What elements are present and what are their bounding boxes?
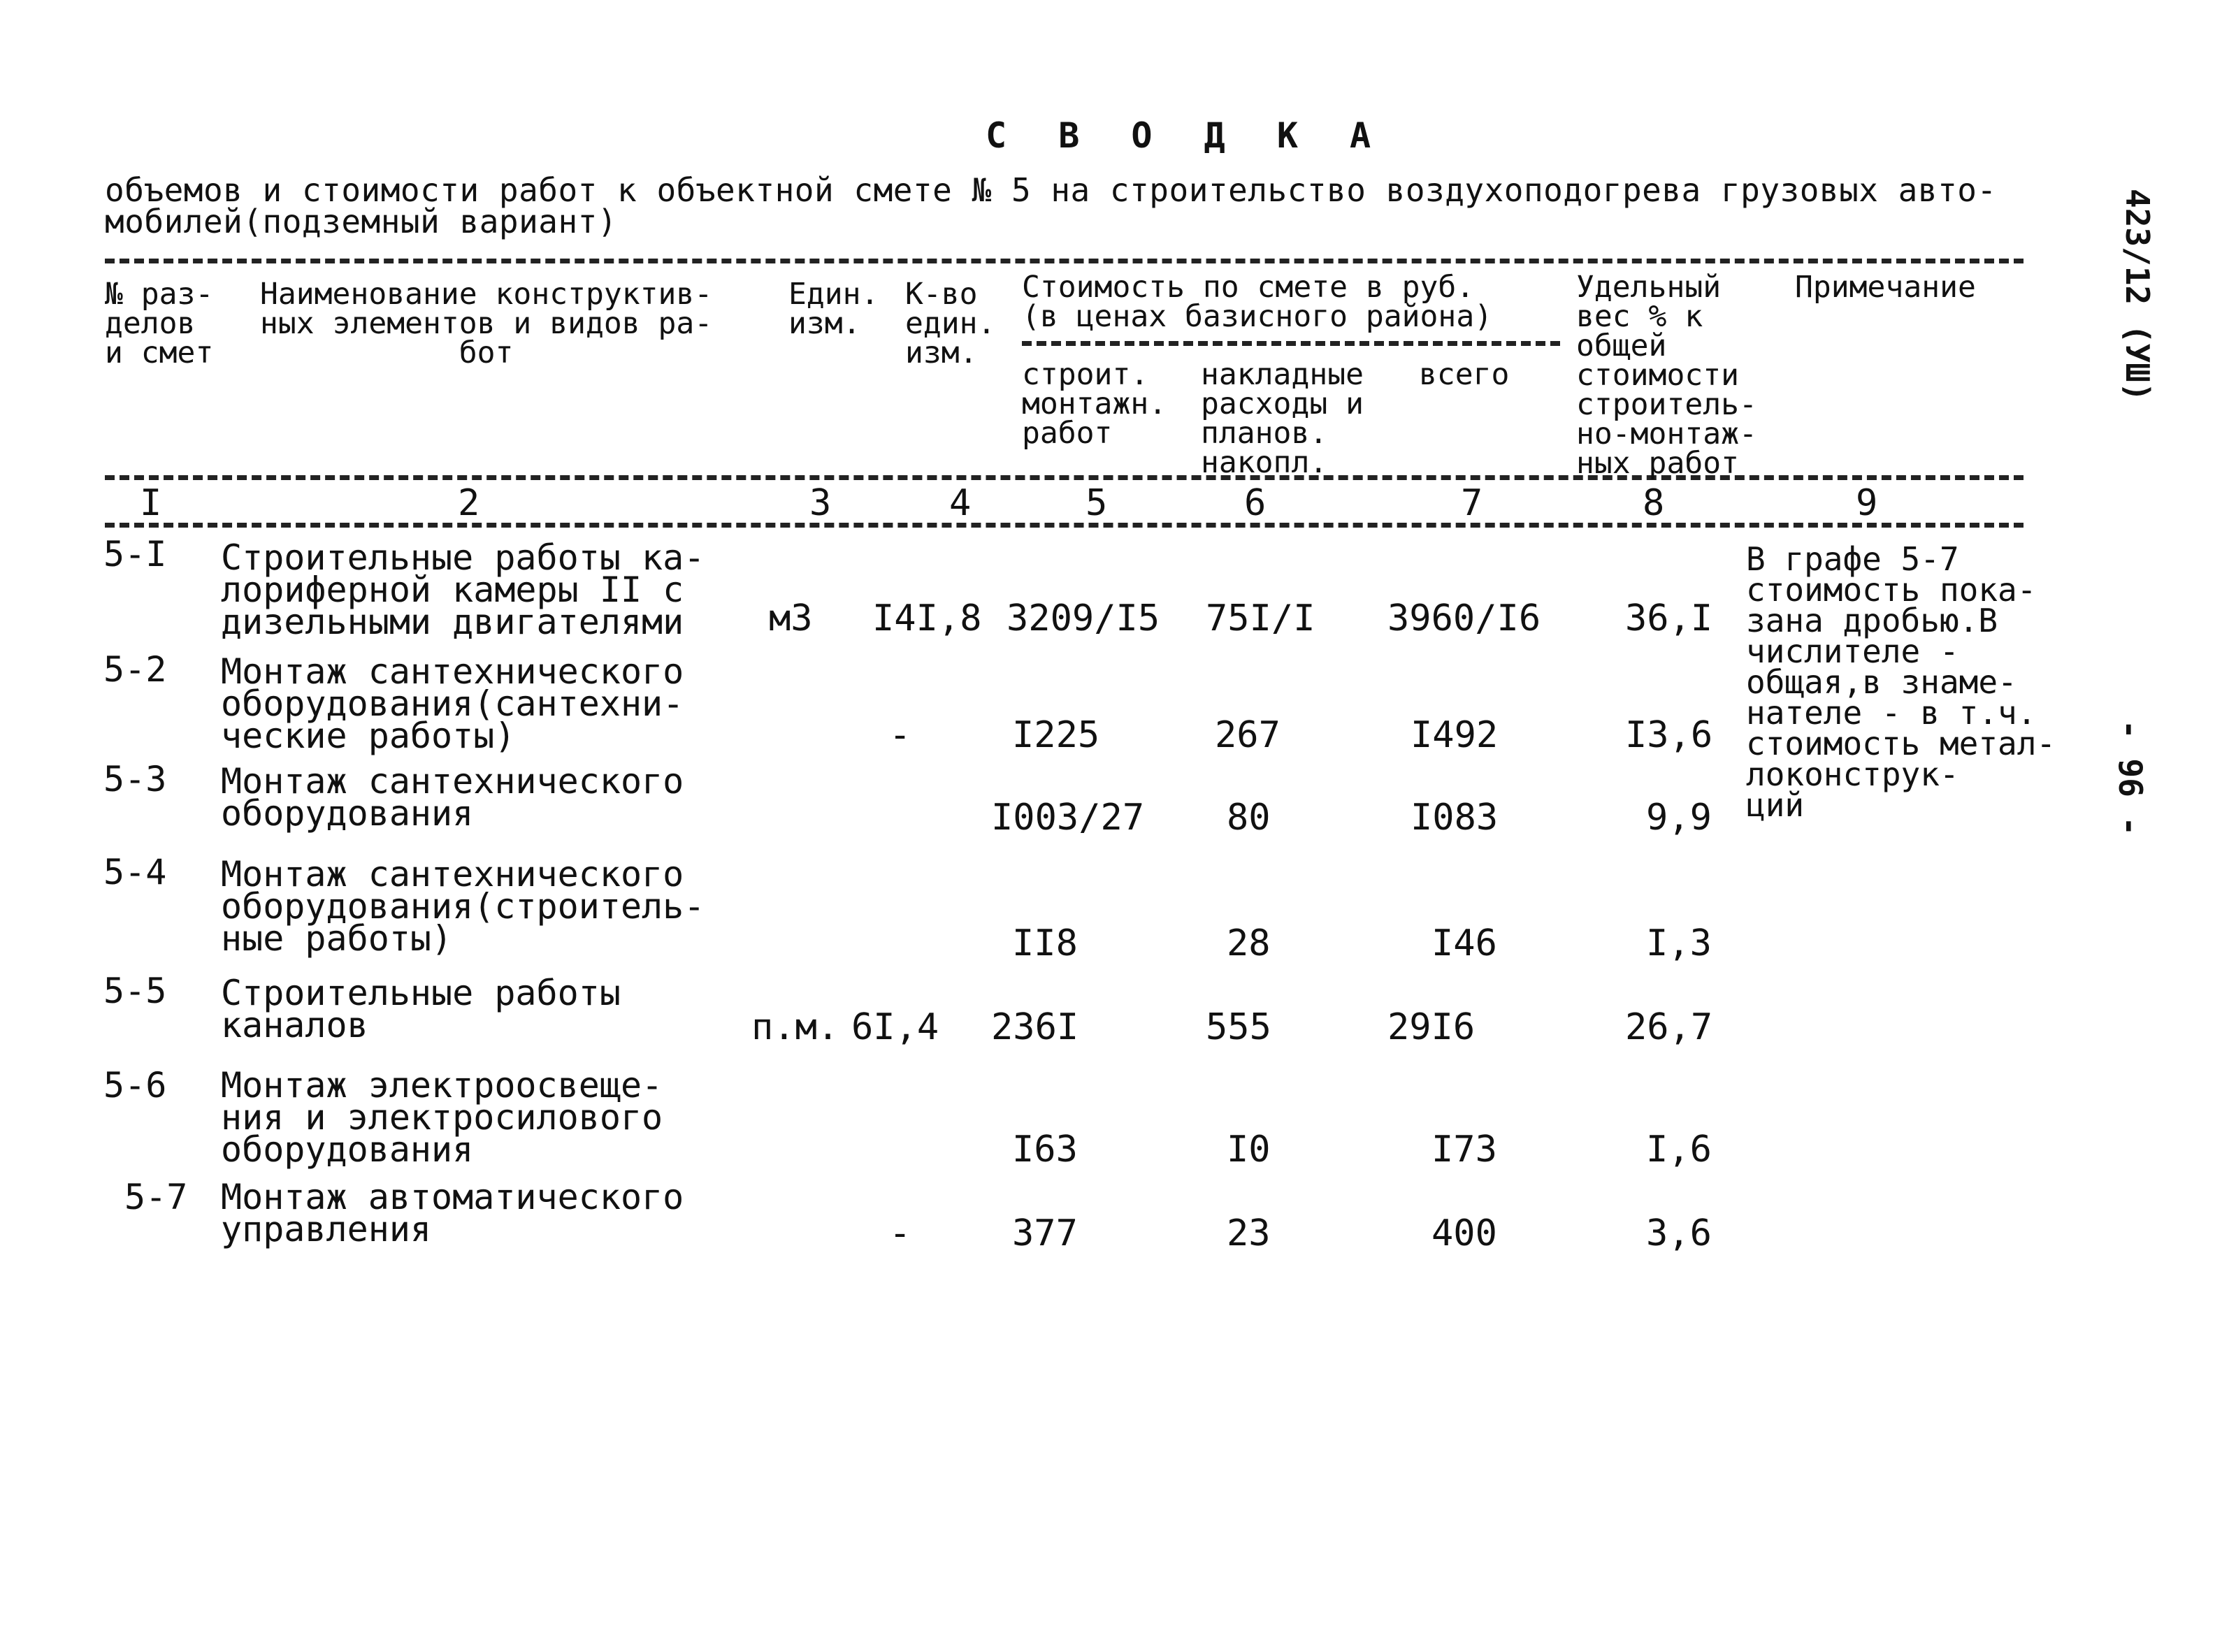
header-unit: Един. изм. bbox=[788, 277, 879, 341]
row-total: 3960/I6 bbox=[1387, 597, 1541, 639]
row-total: I083 bbox=[1411, 797, 1499, 839]
row-cost: I63 bbox=[1012, 1129, 1078, 1171]
cost-group-rule bbox=[1022, 341, 1560, 346]
row-overhead: 28 bbox=[1227, 922, 1271, 964]
doc-subtitle-line2: мобилей(подземный вариант) bbox=[105, 203, 618, 240]
row-cost: 236I bbox=[991, 1006, 1079, 1048]
column-number-7: 7 bbox=[1461, 482, 1483, 524]
row-share: 36,I bbox=[1625, 597, 1713, 639]
row-total: I46 bbox=[1431, 922, 1497, 964]
row-total: I73 bbox=[1431, 1129, 1497, 1171]
row-name: Строительные работы каналов bbox=[221, 973, 621, 1045]
header-share: Удельный вес % к общей стоимости строитель- но-монтаж- ных работ bbox=[1576, 270, 1757, 481]
row-share: I,3 bbox=[1646, 922, 1712, 964]
row-unit: м3 bbox=[769, 597, 813, 639]
row-overhead: 555 bbox=[1206, 1006, 1271, 1048]
note-text: В графе 5-7 стоимость пока- зана дробью.В числителе - общая,в знаме- нателе - в т.ч. стоимость метал- локонструк- ций bbox=[1746, 540, 2056, 824]
header-overhead: накладные расходы и планов. накопл. bbox=[1201, 357, 1364, 480]
row-name: Монтаж автоматического управления bbox=[221, 1177, 684, 1249]
row-total: I492 bbox=[1411, 714, 1499, 756]
table-top-rule bbox=[105, 259, 2024, 263]
row-cost: 377 bbox=[1012, 1212, 1078, 1254]
row-share: 3,6 bbox=[1646, 1212, 1712, 1254]
column-number-5: 5 bbox=[1085, 482, 1108, 524]
row-overhead: 23 bbox=[1227, 1212, 1271, 1254]
row-id: 5-I bbox=[103, 534, 167, 574]
row-qty: 6I,4 bbox=[851, 1006, 939, 1048]
row-id: 5-2 bbox=[103, 649, 167, 690]
header-note: Примечание bbox=[1795, 270, 1976, 305]
row-share: 26,7 bbox=[1625, 1006, 1713, 1048]
row-cost: I003/27 bbox=[991, 797, 1145, 839]
row-id: 5-3 bbox=[103, 759, 167, 799]
row-overhead: 80 bbox=[1227, 797, 1271, 839]
page-number: - 96 - bbox=[2112, 720, 2149, 836]
side-code: 423/12 (УШ) bbox=[2119, 189, 2156, 402]
header-cost-group: Стоимость по смете в руб. (в ценах базисного района) bbox=[1022, 270, 1493, 334]
row-cost: I225 bbox=[1012, 714, 1100, 756]
row-name: Строительные работы ка- лориферной камеры II с дизельными двигателями bbox=[221, 537, 705, 642]
header-element-name: Наименование конструктив- ных элементов и видов ра- бот bbox=[260, 277, 713, 370]
row-name: Монтаж сантехнического оборудования bbox=[221, 761, 684, 834]
row-name: Монтаж электроосвеще- ния и электросилового оборудования bbox=[221, 1065, 663, 1170]
row-cost: 3209/I5 bbox=[1007, 597, 1160, 639]
column-number-3: 3 bbox=[809, 482, 832, 524]
row-id: 5-7 bbox=[124, 1177, 188, 1217]
row-name: Монтаж сантехнического оборудования(сантехни- ческие работы) bbox=[221, 651, 684, 756]
row-unit: - bbox=[889, 1212, 911, 1254]
row-overhead: 75I/I bbox=[1206, 597, 1315, 639]
row-total: 29I6 bbox=[1387, 1006, 1476, 1048]
doc-title: С В О Д К А bbox=[986, 115, 1387, 156]
row-cost: II8 bbox=[1012, 922, 1078, 964]
column-number-9: 9 bbox=[1856, 482, 1878, 524]
header-section-number: № раз- делов и смет bbox=[105, 277, 214, 370]
column-number-1: I bbox=[140, 482, 162, 524]
row-overhead: 267 bbox=[1215, 714, 1281, 756]
row-total: 400 bbox=[1431, 1212, 1497, 1254]
row-unit: - bbox=[889, 714, 911, 756]
column-number-6: 6 bbox=[1244, 482, 1267, 524]
header-quantity: К-во един. изм. bbox=[905, 277, 996, 370]
colnum-bottom-rule bbox=[105, 523, 2024, 528]
row-share: 9,9 bbox=[1646, 797, 1712, 839]
row-share: I3,6 bbox=[1625, 714, 1713, 756]
column-number-2: 2 bbox=[458, 482, 480, 524]
row-name: Монтаж сантехнического оборудования(строитель- ные работы) bbox=[221, 854, 705, 959]
header-total: всего bbox=[1419, 357, 1510, 392]
row-share: I,6 bbox=[1646, 1129, 1712, 1171]
row-qty: I4I,8 bbox=[872, 597, 982, 639]
header-construction-cost: строит. монтажн. работ bbox=[1022, 357, 1167, 451]
row-unit: п.м. bbox=[751, 1006, 839, 1048]
column-number-8: 8 bbox=[1643, 482, 1665, 524]
column-number-4: 4 bbox=[949, 482, 972, 524]
doc-subtitle-line1: объемов и стоимости работ к объектной смете № 5 на строительство воздухоподогрева грузовых авто- bbox=[105, 171, 1997, 209]
row-id: 5-5 bbox=[103, 971, 167, 1011]
row-id: 5-4 bbox=[103, 852, 167, 892]
row-overhead: I0 bbox=[1227, 1129, 1271, 1171]
row-id: 5-6 bbox=[103, 1065, 167, 1106]
